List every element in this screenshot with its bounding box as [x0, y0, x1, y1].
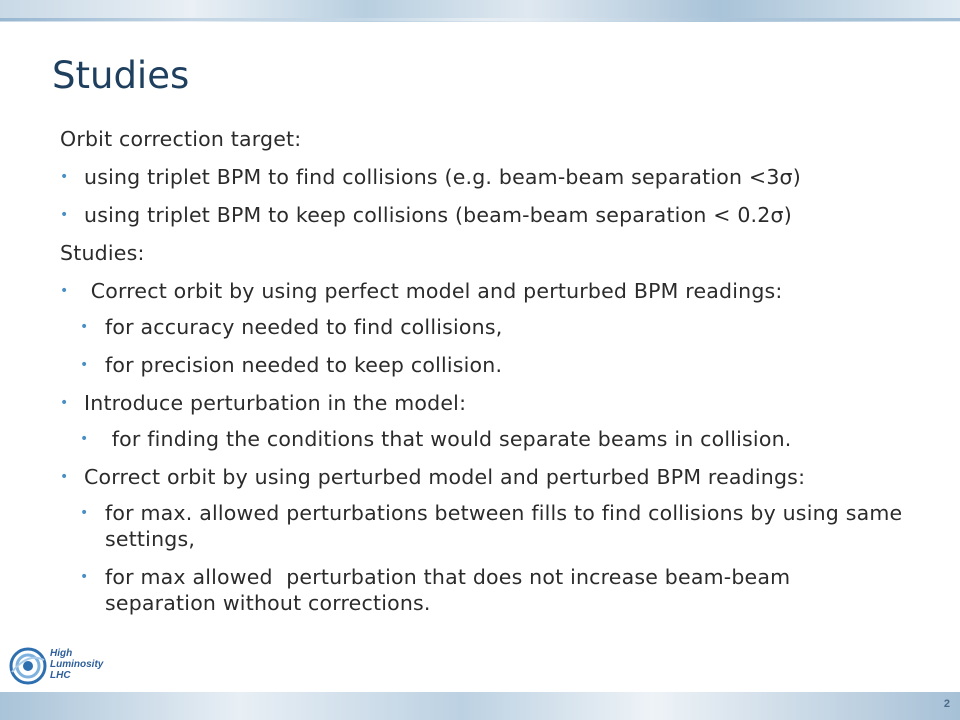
bullet-icon: • — [60, 207, 69, 223]
sub-bullet-text: for finding the conditions that would separate beams in collision. — [105, 427, 792, 451]
sub-bullet-text: for accuracy needed to find collisions, — [105, 315, 503, 339]
logo-text-line: High — [50, 648, 73, 659]
sub-bullet-icon: • — [80, 431, 89, 447]
logo-text — [50, 648, 103, 681]
slide-content — [60, 126, 920, 616]
hl-lhc-logo — [8, 646, 108, 690]
bullet-item — [60, 390, 920, 416]
bullet-icon: • — [60, 395, 69, 411]
bullet-item — [60, 164, 920, 190]
sub-bullet-icon: • — [80, 357, 89, 373]
bullet-item — [60, 464, 920, 490]
bullet-text: Introduce perturbation in the model: — [84, 391, 467, 415]
page-number: 2 — [943, 698, 950, 710]
footer-decoration-band — [0, 692, 960, 720]
logo-text-line: LHC — [50, 670, 71, 681]
sub-bullet-text: for precision needed to keep collision. — [105, 353, 503, 377]
heading-orbit-correction-target — [60, 126, 920, 152]
bullet-icon: • — [60, 469, 69, 485]
bullet-item — [60, 278, 920, 304]
sub-bullet-icon: • — [80, 569, 89, 585]
header-decoration-line — [0, 18, 960, 21]
bullet-item — [60, 202, 920, 228]
bullet-icon: • — [60, 169, 69, 185]
bullet-icon: • — [60, 283, 69, 299]
sub-bullet-text: for max allowed perturbation that does not increase beam-beam separation without corrections. — [105, 565, 798, 615]
slide-title: Studies — [52, 54, 190, 97]
bullet-text: Correct orbit by using perfect model and perturbed BPM readings: — [84, 279, 783, 303]
hl-lhc-logo-icon — [8, 646, 48, 686]
heading-text: Orbit correction target: — [60, 127, 302, 151]
sub-bullet-text: for max. allowed perturbations between fills to find collisions by using same settings, — [105, 501, 903, 551]
sub-bullet-item — [60, 426, 920, 452]
bullet-text: Correct orbit by using perturbed model and perturbed BPM readings: — [84, 465, 806, 489]
logo-text-line: Luminosity — [50, 659, 104, 670]
sub-bullet-item — [60, 500, 910, 552]
sub-bullet-item — [60, 314, 920, 340]
bullet-text: using triplet BPM to find collisions (e.g. beam-beam separation <3σ) — [84, 165, 801, 189]
bullet-text: using triplet BPM to keep collisions (beam-beam separation < 0.2σ) — [84, 203, 792, 227]
heading-studies — [60, 240, 920, 266]
sub-bullet-item — [60, 564, 845, 616]
heading-text: Studies: — [60, 241, 145, 265]
sub-bullet-icon: • — [80, 319, 89, 335]
sub-bullet-item — [60, 352, 920, 378]
sub-bullet-icon: • — [80, 505, 89, 521]
